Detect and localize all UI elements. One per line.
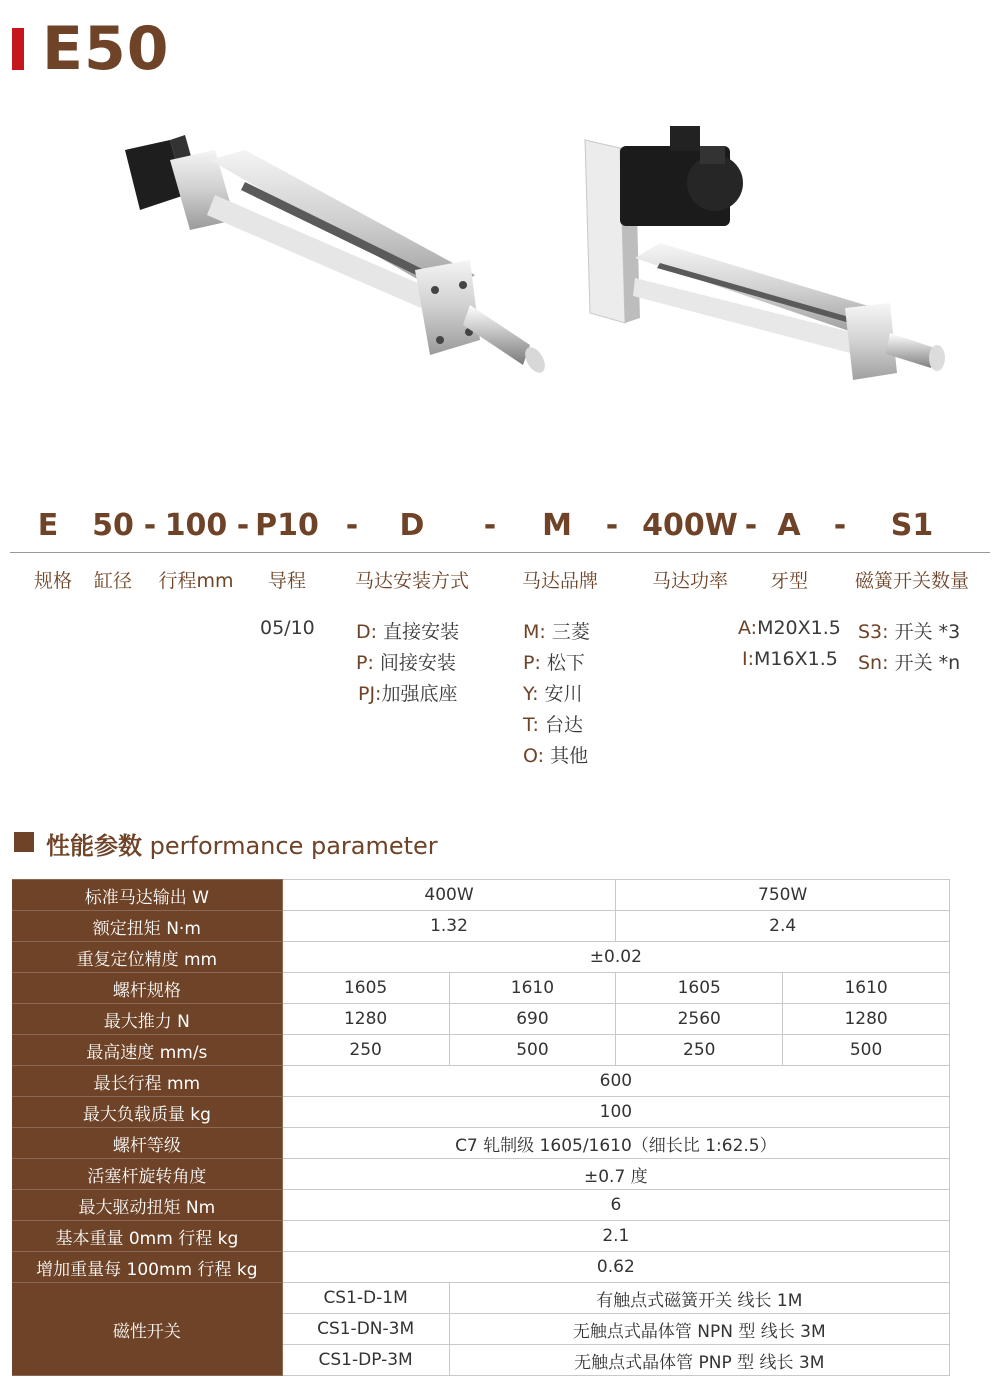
code-separator: -	[345, 508, 359, 543]
table-cell: 400W	[282, 880, 616, 911]
row-header: 最长行程 mm	[12, 1066, 282, 1097]
option-key: D:	[356, 621, 378, 643]
table-cell: 1605	[282, 973, 449, 1004]
option-value: 直接安装	[383, 621, 460, 643]
option-value: 间接安装	[379, 652, 456, 674]
code-separator: -	[605, 508, 619, 543]
mount-option	[356, 648, 456, 675]
code-thread: A	[777, 508, 801, 543]
row-header: 活塞杆旋转角度	[12, 1159, 282, 1190]
table-cell: C7 轧制级 1605/1610（细长比 1:62.5）	[282, 1128, 949, 1159]
table-cell: 500	[449, 1035, 616, 1066]
code-separator: -	[483, 508, 497, 543]
table-cell: 无触点式晶体管 NPN 型 线长 3M	[449, 1314, 949, 1345]
label-mount: 马达安装方式	[354, 570, 470, 592]
brand-option	[523, 741, 588, 768]
table-row	[12, 1097, 950, 1128]
row-header: 额定扭矩 N·m	[12, 911, 282, 942]
option-key: Y:	[523, 683, 539, 705]
code-series: E	[37, 508, 59, 543]
section-title-cn: 性能参数	[46, 832, 142, 860]
option-value: 开关 *3	[894, 621, 961, 643]
code-separator: -	[236, 508, 250, 543]
brand-option	[523, 617, 590, 644]
option-value: 其他	[550, 745, 589, 767]
table-row	[12, 1128, 950, 1159]
option-value: 三菱	[551, 621, 590, 643]
option-key: Sn:	[858, 652, 889, 674]
code-mount: D	[399, 508, 425, 543]
table-row	[12, 1252, 950, 1283]
table-cell: 2.1	[282, 1221, 949, 1252]
table-cell: 1280	[282, 1004, 449, 1035]
table-cell: 500	[783, 1035, 950, 1066]
row-header: 重复定位精度 mm	[12, 942, 282, 973]
label-spec: 规格	[33, 570, 73, 592]
code-lead: P10	[255, 508, 319, 543]
brand-option	[523, 710, 583, 737]
table-cell: 6	[282, 1190, 949, 1221]
thread-option	[742, 648, 838, 670]
option-key: P:	[523, 652, 541, 674]
table-row	[12, 973, 950, 1004]
option-key: A:	[738, 617, 758, 639]
code-separator: -	[143, 508, 157, 543]
option-value: 松下	[546, 652, 585, 674]
table-cell: 250	[282, 1035, 449, 1066]
table-row	[12, 1066, 950, 1097]
table-cell: 1610	[783, 973, 950, 1004]
option-value: 开关 *n	[894, 652, 961, 674]
section-marker	[14, 832, 34, 852]
row-header: 螺杆规格	[12, 973, 282, 1004]
switch-option	[858, 648, 960, 675]
table-cell: 2560	[616, 1004, 783, 1035]
label-power: 马达功率	[651, 570, 729, 592]
option-key: O:	[523, 745, 545, 767]
table-cell: 1610	[449, 973, 616, 1004]
row-header: 增加重量每 100mm 行程 kg	[12, 1252, 282, 1283]
code-stroke: 100	[164, 508, 228, 543]
table-row	[12, 1190, 950, 1221]
row-header: 标准马达输出 W	[12, 880, 282, 911]
table-cell: 600	[282, 1066, 949, 1097]
option-key: M:	[523, 621, 546, 643]
row-header: 磁性开关	[12, 1283, 282, 1376]
table-row	[12, 1035, 950, 1066]
table-cell: 0.62	[282, 1252, 949, 1283]
table-row	[12, 911, 950, 942]
row-header: 最大驱动扭矩 Nm	[12, 1190, 282, 1221]
label-brand: 马达品牌	[521, 570, 599, 592]
row-header: 最高速度 mm/s	[12, 1035, 282, 1066]
table-cell: CS1-D-1M	[282, 1283, 449, 1314]
option-key: I:	[742, 648, 755, 670]
table-cell: ±0.7 度	[282, 1159, 949, 1190]
table-cell: 有触点式磁簧开关 线长 1M	[449, 1283, 949, 1314]
table-row	[12, 1283, 950, 1314]
option-value: M16X1.5	[754, 648, 838, 670]
code-switch: S1	[890, 508, 934, 543]
option-value: 安川	[544, 683, 583, 705]
row-header: 最大负载质量 kg	[12, 1097, 282, 1128]
title-accent-bar	[12, 28, 24, 70]
table-row	[12, 1221, 950, 1252]
table-cell: 250	[616, 1035, 783, 1066]
code-power: 400W	[642, 508, 738, 543]
mount-option	[358, 679, 457, 706]
actuator-parallel-mount-image	[575, 118, 955, 388]
option-value: 加强底座	[381, 683, 458, 705]
code-separator: -	[744, 508, 758, 543]
table-cell: 690	[449, 1004, 616, 1035]
table-row	[12, 1004, 950, 1035]
performance-table	[12, 879, 950, 1376]
label-bore: 缸径	[93, 570, 133, 592]
code-separator: -	[833, 508, 847, 543]
table-row	[12, 942, 950, 973]
code-brand: M	[542, 508, 572, 543]
label-stroke: 行程mm	[158, 570, 234, 592]
table-cell: 1605	[616, 973, 783, 1004]
option-key: S3:	[858, 621, 889, 643]
row-header: 最大推力 N	[12, 1004, 282, 1035]
option-key: P:	[356, 652, 374, 674]
table-cell: 100	[282, 1097, 949, 1128]
table-cell: 无触点式晶体管 PNP 型 线长 3M	[449, 1345, 949, 1376]
actuator-direct-mount-image	[115, 120, 555, 390]
option-value: M20X1.5	[757, 617, 841, 639]
table-cell: 1.32	[282, 911, 616, 942]
switch-option	[858, 617, 960, 644]
label-switch-qty: 磁簧开关数量	[854, 570, 970, 592]
row-header: 螺杆等级	[12, 1128, 282, 1159]
thread-option	[738, 617, 841, 639]
option-key: PJ:	[358, 683, 382, 705]
brand-option	[523, 648, 585, 675]
option-key: T:	[523, 714, 539, 736]
table-cell: 1280	[783, 1004, 950, 1035]
section-title-en: performance parameter	[149, 832, 438, 860]
option-value: 台达	[544, 714, 583, 736]
label-thread: 牙型	[769, 570, 809, 592]
table-cell: CS1-DP-3M	[282, 1345, 449, 1376]
table-row	[12, 1159, 950, 1190]
label-lead: 导程	[267, 570, 307, 592]
section-title	[46, 826, 438, 861]
table-cell: ±0.02	[282, 942, 949, 973]
page-title: E50	[42, 14, 170, 84]
code-bore: 50	[92, 508, 134, 543]
lead-options: 05/10	[260, 617, 315, 639]
divider	[10, 552, 990, 553]
table-cell: CS1-DN-3M	[282, 1314, 449, 1345]
model-code	[0, 508, 1000, 548]
brand-option	[523, 679, 583, 706]
mount-option	[356, 617, 459, 644]
table-row	[12, 880, 950, 911]
table-cell: 750W	[616, 880, 950, 911]
table-cell: 2.4	[616, 911, 950, 942]
row-header: 基本重量 0mm 行程 kg	[12, 1221, 282, 1252]
